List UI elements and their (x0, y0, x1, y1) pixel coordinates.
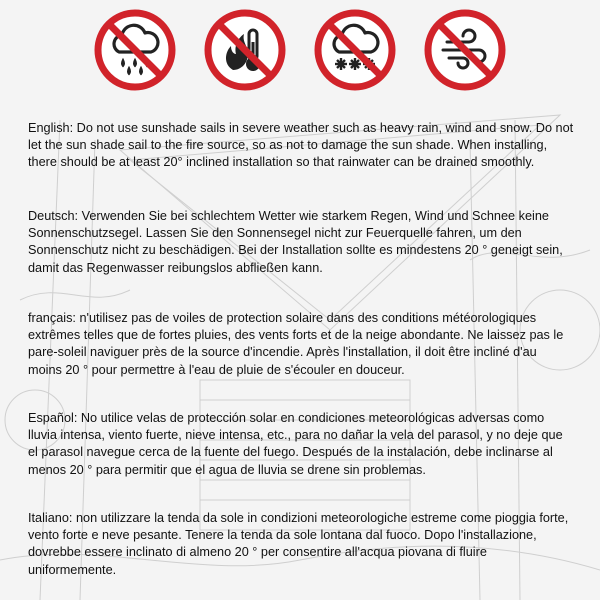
no-rain-icon (93, 8, 177, 92)
no-wind-icon (423, 8, 507, 92)
italian-text: Italiano: non utilizzare la tenda da sole in condizioni meteorologiche estreme come pioggia forte, vento forte e neve pesante. Tenere la tenda da sole lontana dal fuoco. Dopo l'installazione, dovrebbe essere inclinato di almeno 20 ° per consentire all'acqua piovana di fluire uniformemente. (28, 511, 569, 577)
french-instructions (28, 310, 574, 379)
spanish-instructions (28, 410, 574, 479)
french-text: français: n'utilisez pas de voiles de protection solaire dans des conditions météorologiques extrêmes telles que de fortes pluies, des vents forts et de la neige abondante. Ne laissez pas le pare-soleil naviguer près de la source d'incendie. Après l'installation, il doit être incliné d'au moins 20 ° pour permettre à l'eau de pluie de s'écouler en douceur. (28, 311, 564, 377)
english-instructions (28, 120, 574, 172)
spanish-text: Español: No utilice velas de protección solar en condiciones meteorológicas adversas como lluvia intensa, viento fuerte, nieve intensa, etc., para no dañar la vela del parasol, y no deje que el parasol navegue cerca de la fuente del fuego. Después de la instalación, debe inclinarse al menos 20 ° para permitir que el agua de lluvia se drene sin problemas. (28, 411, 563, 477)
english-text: English: Do not use sunshade sails in severe weather such as heavy rain, wind and snow. Do not let the sun shade sail to the fire source, so as not to damage the sun shade. When installing, there should be at least 20° inclined installation so that rainwater can be drained smoothly. (28, 121, 574, 170)
no-fire-icon (203, 8, 287, 92)
italian-instructions (28, 510, 574, 579)
german-instructions (28, 208, 574, 277)
german-text: Deutsch: Verwenden Sie bei schlechtem Wetter wie starkem Regen, Wind und Schnee keine Sonnenschutzsegel. Lassen Sie den Sonnensegel nicht zur Feuerquelle fahren, um den Sonnenschutz nicht zu beschädigen. Bei der Installation sollte es mindestens 20 ° geneigt sein, damit das Regenwasser reibungslos abfließen kann. (28, 209, 563, 275)
warning-icons-row (0, 8, 600, 90)
no-snow-icon (313, 8, 397, 92)
